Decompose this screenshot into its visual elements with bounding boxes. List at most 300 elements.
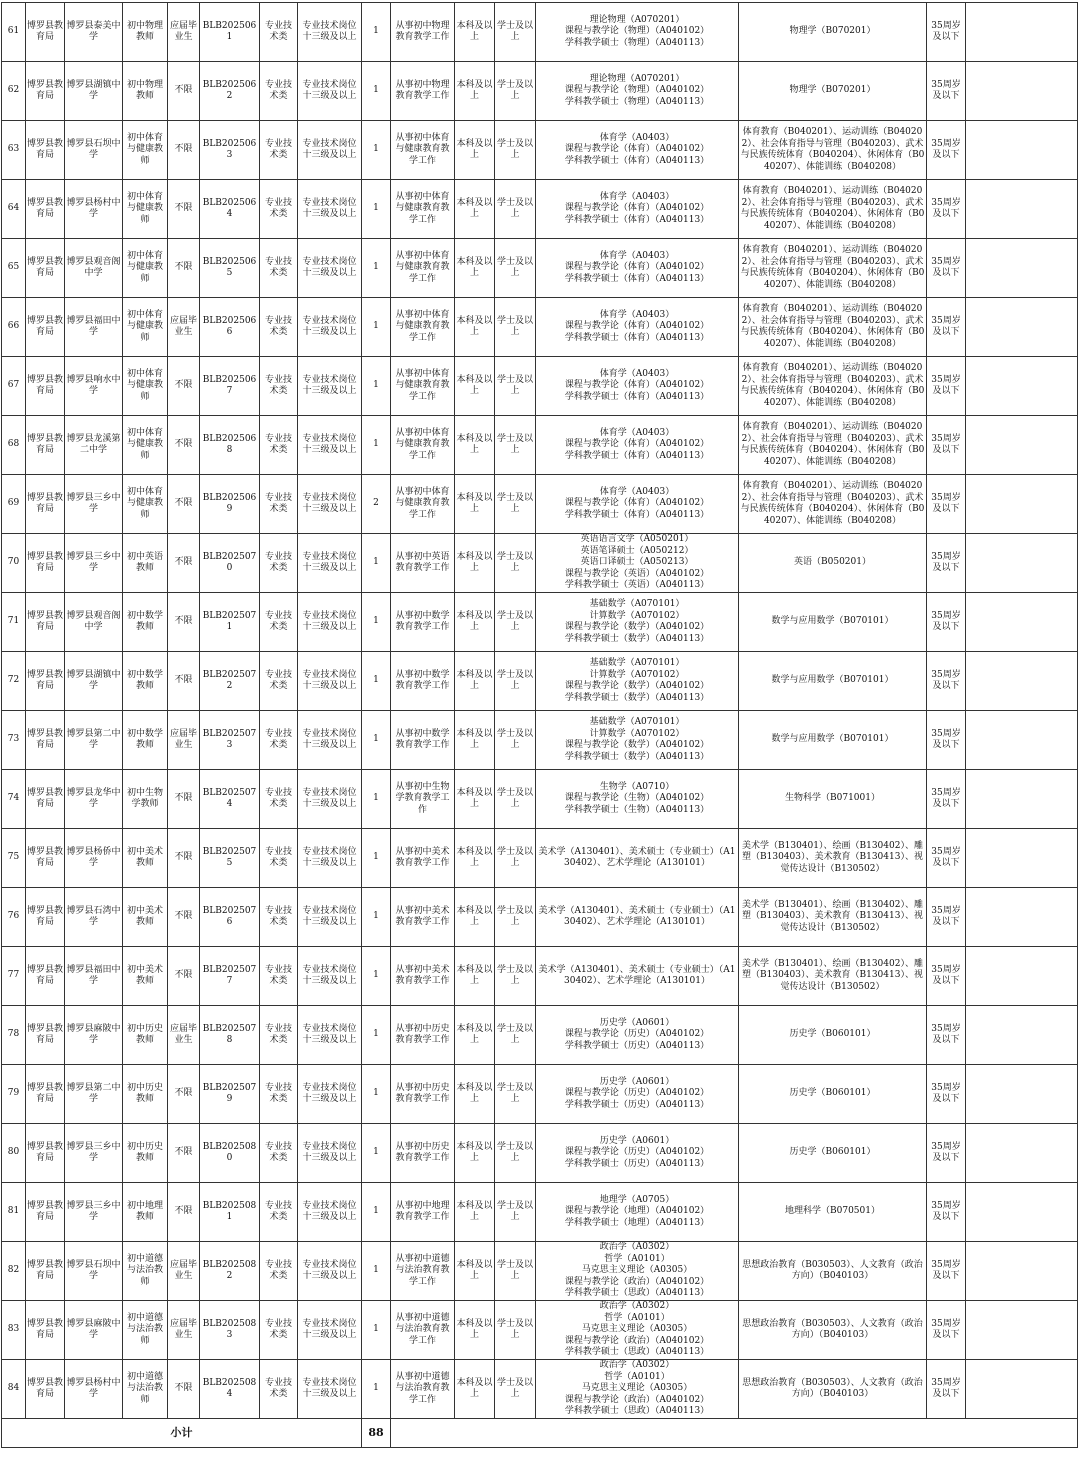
cell-degree: 学士及以上 [495, 3, 536, 62]
cell-school: 博罗县三乡中学 [65, 1183, 123, 1242]
cell-degree: 学士及以上 [495, 416, 536, 475]
cell-department: 博罗县教育局 [26, 239, 65, 298]
cell-degree: 学士及以上 [495, 652, 536, 711]
cell-position-category: 专业技术类 [260, 947, 298, 1006]
cell-other-requirements [966, 1242, 1078, 1301]
cell-department: 博罗县教育局 [26, 357, 65, 416]
cell-position-code: BLB2025063 [200, 121, 260, 180]
cell-applicant-type: 不限 [168, 1183, 200, 1242]
cell-other-requirements [966, 62, 1078, 121]
cell-job-duty: 从事初中美术教育教学工作 [391, 829, 455, 888]
cell-serial-number: 69 [2, 475, 26, 534]
cell-undergraduate-majors: 生物科学（B071001） [739, 770, 927, 829]
cell-position-name: 初中英语教师 [123, 534, 168, 593]
cell-serial-number: 79 [2, 1065, 26, 1124]
cell-other-requirements [966, 1301, 1078, 1360]
cell-degree: 学士及以上 [495, 1242, 536, 1301]
cell-degree: 学士及以上 [495, 239, 536, 298]
cell-position-level: 专业技术岗位十三级及以上 [298, 770, 362, 829]
cell-postgraduate-majors: 政治学（A0302） 哲学（A0101） 马克思主义理论（A0305） 课程与教学论（政治）（A040102） 学科教学硕士（思政）（A040113） [536, 1242, 739, 1301]
cell-position-category: 专业技术类 [260, 1360, 298, 1419]
cell-degree: 学士及以上 [495, 1360, 536, 1419]
cell-postgraduate-majors: 基础数学（A070101） 计算数学（A070102） 课程与教学论（数学）（A040102） 学科教学硕士（数学）（A040113） [536, 652, 739, 711]
cell-position-level: 专业技术岗位十三级及以上 [298, 180, 362, 239]
cell-education: 本科及以上 [455, 1124, 495, 1183]
cell-education: 本科及以上 [455, 62, 495, 121]
cell-school: 博罗县观音阁中学 [65, 593, 123, 652]
cell-postgraduate-majors: 历史学（A0601） 课程与教学论（历史）（A040102） 学科教学硕士（历史）（A040113） [536, 1124, 739, 1183]
cell-headcount: 1 [362, 1301, 391, 1360]
table-row [2, 1124, 1078, 1183]
cell-position-code: BLB2025081 [200, 1183, 260, 1242]
cell-other-requirements [966, 1065, 1078, 1124]
cell-department: 博罗县教育局 [26, 1301, 65, 1360]
cell-headcount: 1 [362, 180, 391, 239]
cell-other-requirements [966, 416, 1078, 475]
cell-degree: 学士及以上 [495, 1065, 536, 1124]
cell-position-code: BLB2025067 [200, 357, 260, 416]
cell-position-name: 初中生物学教师 [123, 770, 168, 829]
table-row [2, 829, 1078, 888]
cell-position-level: 专业技术岗位十三级及以上 [298, 1360, 362, 1419]
table-row [2, 62, 1078, 121]
cell-education: 本科及以上 [455, 534, 495, 593]
cell-degree: 学士及以上 [495, 534, 536, 593]
cell-postgraduate-majors: 政治学（A0302） 哲学（A0101） 马克思主义理论（A0305） 课程与教学论（政治）（A040102） 学科教学硕士（思政）（A040113） [536, 1360, 739, 1419]
cell-education: 本科及以上 [455, 180, 495, 239]
cell-serial-number: 67 [2, 357, 26, 416]
table-row [2, 416, 1078, 475]
cell-age-limit: 35周岁及以下 [927, 180, 966, 239]
cell-job-duty: 从事初中美术教育教学工作 [391, 947, 455, 1006]
cell-position-level: 专业技术岗位十三级及以上 [298, 475, 362, 534]
cell-position-name: 初中体育与健康教师 [123, 357, 168, 416]
cell-undergraduate-majors: 美术学（B130401）、绘画（B130402）、雕塑（B130403）、美术教育（B130413）、视觉传达设计（B130502） [739, 888, 927, 947]
cell-position-category: 专业技术类 [260, 1006, 298, 1065]
cell-position-code: BLB2025080 [200, 1124, 260, 1183]
cell-applicant-type: 应届毕业生 [168, 1301, 200, 1360]
cell-other-requirements [966, 180, 1078, 239]
cell-position-category: 专业技术类 [260, 711, 298, 770]
cell-applicant-type: 应届毕业生 [168, 298, 200, 357]
cell-position-name: 初中美术教师 [123, 888, 168, 947]
cell-postgraduate-majors: 理论物理（A070201） 课程与教学论（物理）（A040102） 学科教学硕士（物理）（A040113） [536, 62, 739, 121]
table-body [2, 3, 1078, 1448]
cell-job-duty: 从事初中物理教育教学工作 [391, 62, 455, 121]
cell-serial-number: 70 [2, 534, 26, 593]
cell-applicant-type: 不限 [168, 652, 200, 711]
cell-education: 本科及以上 [455, 239, 495, 298]
cell-position-name: 初中体育与健康教师 [123, 416, 168, 475]
cell-school: 博罗县杨村中学 [65, 1360, 123, 1419]
cell-applicant-type: 不限 [168, 475, 200, 534]
cell-undergraduate-majors: 体育教育（B040201）、运动训练（B040202）、社会体育指导与管理（B040203）、武术与民族传统体育（B040204）、休闲体育（B040207）、体能训练（B040208） [739, 180, 927, 239]
cell-job-duty: 从事初中地理教育教学工作 [391, 1183, 455, 1242]
cell-applicant-type: 不限 [168, 1124, 200, 1183]
cell-headcount: 1 [362, 1183, 391, 1242]
cell-department: 博罗县教育局 [26, 829, 65, 888]
cell-serial-number: 62 [2, 62, 26, 121]
cell-job-duty: 从事初中道德与法治教育教学工作 [391, 1360, 455, 1419]
table-row [2, 711, 1078, 770]
cell-serial-number: 75 [2, 829, 26, 888]
cell-headcount: 1 [362, 593, 391, 652]
cell-headcount: 1 [362, 1242, 391, 1301]
cell-position-category: 专业技术类 [260, 3, 298, 62]
cell-job-duty: 从事初中体育与健康教育教学工作 [391, 298, 455, 357]
cell-school: 博罗县麻陂中学 [65, 1301, 123, 1360]
cell-headcount: 1 [362, 62, 391, 121]
cell-other-requirements [966, 1006, 1078, 1065]
cell-other-requirements [966, 475, 1078, 534]
cell-undergraduate-majors: 数学与应用数学（B070101） [739, 652, 927, 711]
cell-position-category: 专业技术类 [260, 829, 298, 888]
cell-postgraduate-majors: 体育学（A0403） 课程与教学论（体育）（A040102） 学科教学硕士（体育）（A040113） [536, 475, 739, 534]
recruitment-table [1, 2, 1078, 1448]
cell-other-requirements [966, 593, 1078, 652]
table-row [2, 475, 1078, 534]
cell-age-limit: 35周岁及以下 [927, 416, 966, 475]
cell-serial-number: 66 [2, 298, 26, 357]
cell-school: 博罗县石坝中学 [65, 1242, 123, 1301]
cell-other-requirements [966, 298, 1078, 357]
cell-other-requirements [966, 534, 1078, 593]
cell-undergraduate-majors: 体育教育（B040201）、运动训练（B040202）、社会体育指导与管理（B040203）、武术与民族传统体育（B040204）、休闲体育（B040207）、体能训练（B040208） [739, 357, 927, 416]
cell-headcount: 1 [362, 298, 391, 357]
cell-postgraduate-majors: 理论物理（A070201） 课程与教学论（物理）（A040102） 学科教学硕士（物理）（A040113） [536, 3, 739, 62]
cell-job-duty: 从事初中数学教育教学工作 [391, 652, 455, 711]
cell-school: 博罗县石湾中学 [65, 888, 123, 947]
cell-position-category: 专业技术类 [260, 1301, 298, 1360]
cell-position-name: 初中体育与健康教师 [123, 121, 168, 180]
cell-postgraduate-majors: 体育学（A0403） 课程与教学论（体育）（A040102） 学科教学硕士（体育）（A040113） [536, 357, 739, 416]
cell-school: 博罗县龙溪第二中学 [65, 416, 123, 475]
cell-position-name: 初中物理教师 [123, 3, 168, 62]
cell-education: 本科及以上 [455, 829, 495, 888]
cell-position-code: BLB2025072 [200, 652, 260, 711]
cell-position-name: 初中体育与健康教师 [123, 298, 168, 357]
cell-position-level: 专业技术岗位十三级及以上 [298, 711, 362, 770]
cell-degree: 学士及以上 [495, 1006, 536, 1065]
cell-education: 本科及以上 [455, 888, 495, 947]
cell-position-level: 专业技术岗位十三级及以上 [298, 3, 362, 62]
cell-school: 博罗县福田中学 [65, 947, 123, 1006]
cell-position-code: BLB2025065 [200, 239, 260, 298]
cell-department: 博罗县教育局 [26, 180, 65, 239]
cell-headcount: 1 [362, 888, 391, 947]
cell-job-duty: 从事初中体育与健康教育教学工作 [391, 357, 455, 416]
table-row [2, 534, 1078, 593]
cell-degree: 学士及以上 [495, 475, 536, 534]
cell-age-limit: 35周岁及以下 [927, 947, 966, 1006]
cell-postgraduate-majors: 历史学（A0601） 课程与教学论（历史）（A040102） 学科教学硕士（历史）（A040113） [536, 1006, 739, 1065]
cell-undergraduate-majors: 历史学（B060101） [739, 1065, 927, 1124]
cell-position-level: 专业技术岗位十三级及以上 [298, 1006, 362, 1065]
cell-department: 博罗县教育局 [26, 593, 65, 652]
cell-position-name: 初中道德与法治教师 [123, 1242, 168, 1301]
subtotal-label: 小计 [2, 1419, 362, 1448]
cell-education: 本科及以上 [455, 357, 495, 416]
cell-age-limit: 35周岁及以下 [927, 1006, 966, 1065]
cell-school: 博罗县三乡中学 [65, 1124, 123, 1183]
cell-applicant-type: 不限 [168, 180, 200, 239]
cell-postgraduate-majors: 美术学（A130401）、美术硕士（专业硕士）（A130402）、艺术学理论（A130101） [536, 829, 739, 888]
cell-job-duty: 从事初中体育与健康教育教学工作 [391, 180, 455, 239]
cell-department: 博罗县教育局 [26, 1065, 65, 1124]
table-row [2, 947, 1078, 1006]
cell-applicant-type: 不限 [168, 888, 200, 947]
table-row [2, 1006, 1078, 1065]
cell-headcount: 2 [362, 475, 391, 534]
cell-department: 博罗县教育局 [26, 1360, 65, 1419]
cell-position-name: 初中历史教师 [123, 1065, 168, 1124]
cell-school: 博罗县三乡中学 [65, 475, 123, 534]
cell-position-level: 专业技术岗位十三级及以上 [298, 888, 362, 947]
cell-undergraduate-majors: 思想政治教育（B030503）、人文教育（政治方向）（B040103） [739, 1301, 927, 1360]
cell-position-level: 专业技术岗位十三级及以上 [298, 121, 362, 180]
cell-other-requirements [966, 947, 1078, 1006]
cell-department: 博罗县教育局 [26, 770, 65, 829]
cell-serial-number: 83 [2, 1301, 26, 1360]
cell-serial-number: 63 [2, 121, 26, 180]
cell-education: 本科及以上 [455, 1183, 495, 1242]
cell-position-level: 专业技术岗位十三级及以上 [298, 1124, 362, 1183]
cell-position-level: 专业技术岗位十三级及以上 [298, 593, 362, 652]
cell-undergraduate-majors: 体育教育（B040201）、运动训练（B040202）、社会体育指导与管理（B040203）、武术与民族传统体育（B040204）、休闲体育（B040207）、体能训练（B040208） [739, 121, 927, 180]
cell-school: 博罗县麻陂中学 [65, 1006, 123, 1065]
cell-postgraduate-majors: 政治学（A0302） 哲学（A0101） 马克思主义理论（A0305） 课程与教学论（政治）（A040102） 学科教学硕士（思政）（A040113） [536, 1301, 739, 1360]
cell-position-category: 专业技术类 [260, 888, 298, 947]
cell-postgraduate-majors: 生物学（A0710） 课程与教学论（生物）（A040102） 学科教学硕士（生物）（A040113） [536, 770, 739, 829]
cell-other-requirements [966, 357, 1078, 416]
cell-other-requirements [966, 652, 1078, 711]
cell-position-name: 初中体育与健康教师 [123, 475, 168, 534]
table-row [2, 1242, 1078, 1301]
cell-postgraduate-majors: 美术学（A130401）、美术硕士（专业硕士）（A130402）、艺术学理论（A130101） [536, 888, 739, 947]
cell-other-requirements [966, 829, 1078, 888]
cell-age-limit: 35周岁及以下 [927, 1301, 966, 1360]
cell-education: 本科及以上 [455, 475, 495, 534]
table-row [2, 357, 1078, 416]
cell-headcount: 1 [362, 770, 391, 829]
cell-position-category: 专业技术类 [260, 239, 298, 298]
cell-position-name: 初中数学教师 [123, 652, 168, 711]
cell-position-name: 初中道德与法治教师 [123, 1360, 168, 1419]
cell-position-code: BLB2025078 [200, 1006, 260, 1065]
cell-position-code: BLB2025062 [200, 62, 260, 121]
cell-other-requirements [966, 1360, 1078, 1419]
cell-education: 本科及以上 [455, 770, 495, 829]
cell-position-level: 专业技术岗位十三级及以上 [298, 829, 362, 888]
cell-job-duty: 从事初中道德与法治教育教学工作 [391, 1242, 455, 1301]
cell-serial-number: 81 [2, 1183, 26, 1242]
cell-applicant-type: 不限 [168, 62, 200, 121]
cell-position-name: 初中地理教师 [123, 1183, 168, 1242]
cell-degree: 学士及以上 [495, 947, 536, 1006]
cell-job-duty: 从事初中历史教育教学工作 [391, 1124, 455, 1183]
cell-degree: 学士及以上 [495, 121, 536, 180]
table-row [2, 1301, 1078, 1360]
cell-headcount: 1 [362, 534, 391, 593]
cell-position-code: BLB2025084 [200, 1360, 260, 1419]
cell-position-category: 专业技术类 [260, 180, 298, 239]
cell-age-limit: 35周岁及以下 [927, 3, 966, 62]
cell-position-level: 专业技术岗位十三级及以上 [298, 1301, 362, 1360]
cell-job-duty: 从事初中英语教育教学工作 [391, 534, 455, 593]
cell-age-limit: 35周岁及以下 [927, 770, 966, 829]
cell-applicant-type: 不限 [168, 239, 200, 298]
cell-degree: 学士及以上 [495, 770, 536, 829]
cell-other-requirements [966, 1124, 1078, 1183]
cell-position-code: BLB2025061 [200, 3, 260, 62]
cell-position-code: BLB2025079 [200, 1065, 260, 1124]
cell-applicant-type: 不限 [168, 829, 200, 888]
cell-undergraduate-majors: 美术学（B130401）、绘画（B130402）、雕塑（B130403）、美术教育（B130413）、视觉传达设计（B130502） [739, 829, 927, 888]
cell-headcount: 1 [362, 3, 391, 62]
cell-serial-number: 61 [2, 3, 26, 62]
cell-department: 博罗县教育局 [26, 1183, 65, 1242]
cell-department: 博罗县教育局 [26, 1242, 65, 1301]
cell-job-duty: 从事初中历史教育教学工作 [391, 1065, 455, 1124]
cell-position-level: 专业技术岗位十三级及以上 [298, 239, 362, 298]
cell-postgraduate-majors: 体育学（A0403） 课程与教学论（体育）（A040102） 学科教学硕士（体育）（A040113） [536, 121, 739, 180]
cell-position-category: 专业技术类 [260, 652, 298, 711]
cell-position-level: 专业技术岗位十三级及以上 [298, 62, 362, 121]
cell-position-name: 初中历史教师 [123, 1124, 168, 1183]
table-row [2, 180, 1078, 239]
cell-serial-number: 72 [2, 652, 26, 711]
cell-job-duty: 从事初中数学教育教学工作 [391, 593, 455, 652]
cell-other-requirements [966, 239, 1078, 298]
cell-position-category: 专业技术类 [260, 1065, 298, 1124]
cell-job-duty: 从事初中物理教育教学工作 [391, 3, 455, 62]
cell-undergraduate-majors: 思想政治教育（B030503）、人文教育（政治方向）（B040103） [739, 1242, 927, 1301]
cell-serial-number: 73 [2, 711, 26, 770]
cell-department: 博罗县教育局 [26, 1006, 65, 1065]
cell-school: 博罗县湖镇中学 [65, 62, 123, 121]
table-row [2, 1065, 1078, 1124]
cell-undergraduate-majors: 历史学（B060101） [739, 1124, 927, 1183]
cell-age-limit: 35周岁及以下 [927, 475, 966, 534]
cell-position-code: BLB2025070 [200, 534, 260, 593]
cell-headcount: 1 [362, 1360, 391, 1419]
cell-other-requirements [966, 770, 1078, 829]
cell-headcount: 1 [362, 711, 391, 770]
cell-degree: 学士及以上 [495, 1124, 536, 1183]
cell-position-category: 专业技术类 [260, 416, 298, 475]
cell-job-duty: 从事初中数学教育教学工作 [391, 711, 455, 770]
table-row [2, 770, 1078, 829]
cell-other-requirements [966, 3, 1078, 62]
cell-position-category: 专业技术类 [260, 121, 298, 180]
cell-department: 博罗县教育局 [26, 298, 65, 357]
cell-applicant-type: 不限 [168, 770, 200, 829]
cell-education: 本科及以上 [455, 121, 495, 180]
cell-other-requirements [966, 121, 1078, 180]
cell-applicant-type: 不限 [168, 1065, 200, 1124]
cell-position-level: 专业技术岗位十三级及以上 [298, 1242, 362, 1301]
cell-position-category: 专业技术类 [260, 298, 298, 357]
subtotal-row [2, 1419, 1078, 1448]
cell-age-limit: 35周岁及以下 [927, 534, 966, 593]
cell-position-code: BLB2025077 [200, 947, 260, 1006]
table-row [2, 239, 1078, 298]
cell-department: 博罗县教育局 [26, 416, 65, 475]
cell-position-level: 专业技术岗位十三级及以上 [298, 298, 362, 357]
cell-headcount: 1 [362, 121, 391, 180]
cell-department: 博罗县教育局 [26, 652, 65, 711]
cell-school: 博罗县龙华中学 [65, 770, 123, 829]
cell-undergraduate-majors: 历史学（B060101） [739, 1006, 927, 1065]
cell-postgraduate-majors: 体育学（A0403） 课程与教学论（体育）（A040102） 学科教学硕士（体育）（A040113） [536, 180, 739, 239]
cell-school: 博罗县第二中学 [65, 711, 123, 770]
cell-education: 本科及以上 [455, 1006, 495, 1065]
cell-age-limit: 35周岁及以下 [927, 1065, 966, 1124]
cell-position-category: 专业技术类 [260, 62, 298, 121]
cell-age-limit: 35周岁及以下 [927, 711, 966, 770]
cell-undergraduate-majors: 英语（B050201） [739, 534, 927, 593]
cell-serial-number: 84 [2, 1360, 26, 1419]
cell-age-limit: 35周岁及以下 [927, 1242, 966, 1301]
cell-applicant-type: 不限 [168, 416, 200, 475]
cell-school: 博罗县三乡中学 [65, 534, 123, 593]
cell-position-code: BLB2025071 [200, 593, 260, 652]
cell-job-duty: 从事初中道德与法治教育教学工作 [391, 1301, 455, 1360]
cell-position-code: BLB2025073 [200, 711, 260, 770]
cell-department: 博罗县教育局 [26, 888, 65, 947]
cell-undergraduate-majors: 数学与应用数学（B070101） [739, 711, 927, 770]
cell-postgraduate-majors: 美术学（A130401）、美术硕士（专业硕士）（A130402）、艺术学理论（A130101） [536, 947, 739, 1006]
cell-department: 博罗县教育局 [26, 62, 65, 121]
cell-position-level: 专业技术岗位十三级及以上 [298, 357, 362, 416]
cell-school: 博罗县石坝中学 [65, 121, 123, 180]
table-row [2, 652, 1078, 711]
cell-education: 本科及以上 [455, 1065, 495, 1124]
cell-age-limit: 35周岁及以下 [927, 1183, 966, 1242]
cell-position-level: 专业技术岗位十三级及以上 [298, 947, 362, 1006]
cell-applicant-type: 不限 [168, 1360, 200, 1419]
cell-education: 本科及以上 [455, 652, 495, 711]
cell-position-name: 初中数学教师 [123, 711, 168, 770]
cell-applicant-type: 应届毕业生 [168, 3, 200, 62]
cell-degree: 学士及以上 [495, 593, 536, 652]
cell-job-duty: 从事初中美术教育教学工作 [391, 888, 455, 947]
cell-job-duty: 从事初中体育与健康教育教学工作 [391, 416, 455, 475]
cell-postgraduate-majors: 基础数学（A070101） 计算数学（A070102） 课程与教学论（数学）（A040102） 学科教学硕士（数学）（A040113） [536, 711, 739, 770]
cell-position-name: 初中物理教师 [123, 62, 168, 121]
cell-postgraduate-majors: 体育学（A0403） 课程与教学论（体育）（A040102） 学科教学硕士（体育）（A040113） [536, 416, 739, 475]
cell-position-code: BLB2025082 [200, 1242, 260, 1301]
cell-age-limit: 35周岁及以下 [927, 1124, 966, 1183]
cell-job-duty: 从事初中生物学教育教学工作 [391, 770, 455, 829]
table-row [2, 593, 1078, 652]
cell-other-requirements [966, 888, 1078, 947]
cell-position-category: 专业技术类 [260, 475, 298, 534]
cell-position-code: BLB2025076 [200, 888, 260, 947]
cell-applicant-type: 不限 [168, 121, 200, 180]
cell-other-requirements [966, 711, 1078, 770]
cell-age-limit: 35周岁及以下 [927, 357, 966, 416]
cell-serial-number: 64 [2, 180, 26, 239]
cell-serial-number: 71 [2, 593, 26, 652]
cell-age-limit: 35周岁及以下 [927, 888, 966, 947]
cell-school: 博罗县响水中学 [65, 357, 123, 416]
cell-serial-number: 76 [2, 888, 26, 947]
cell-position-name: 初中美术教师 [123, 829, 168, 888]
cell-degree: 学士及以上 [495, 62, 536, 121]
cell-applicant-type: 应届毕业生 [168, 1006, 200, 1065]
cell-position-level: 专业技术岗位十三级及以上 [298, 652, 362, 711]
